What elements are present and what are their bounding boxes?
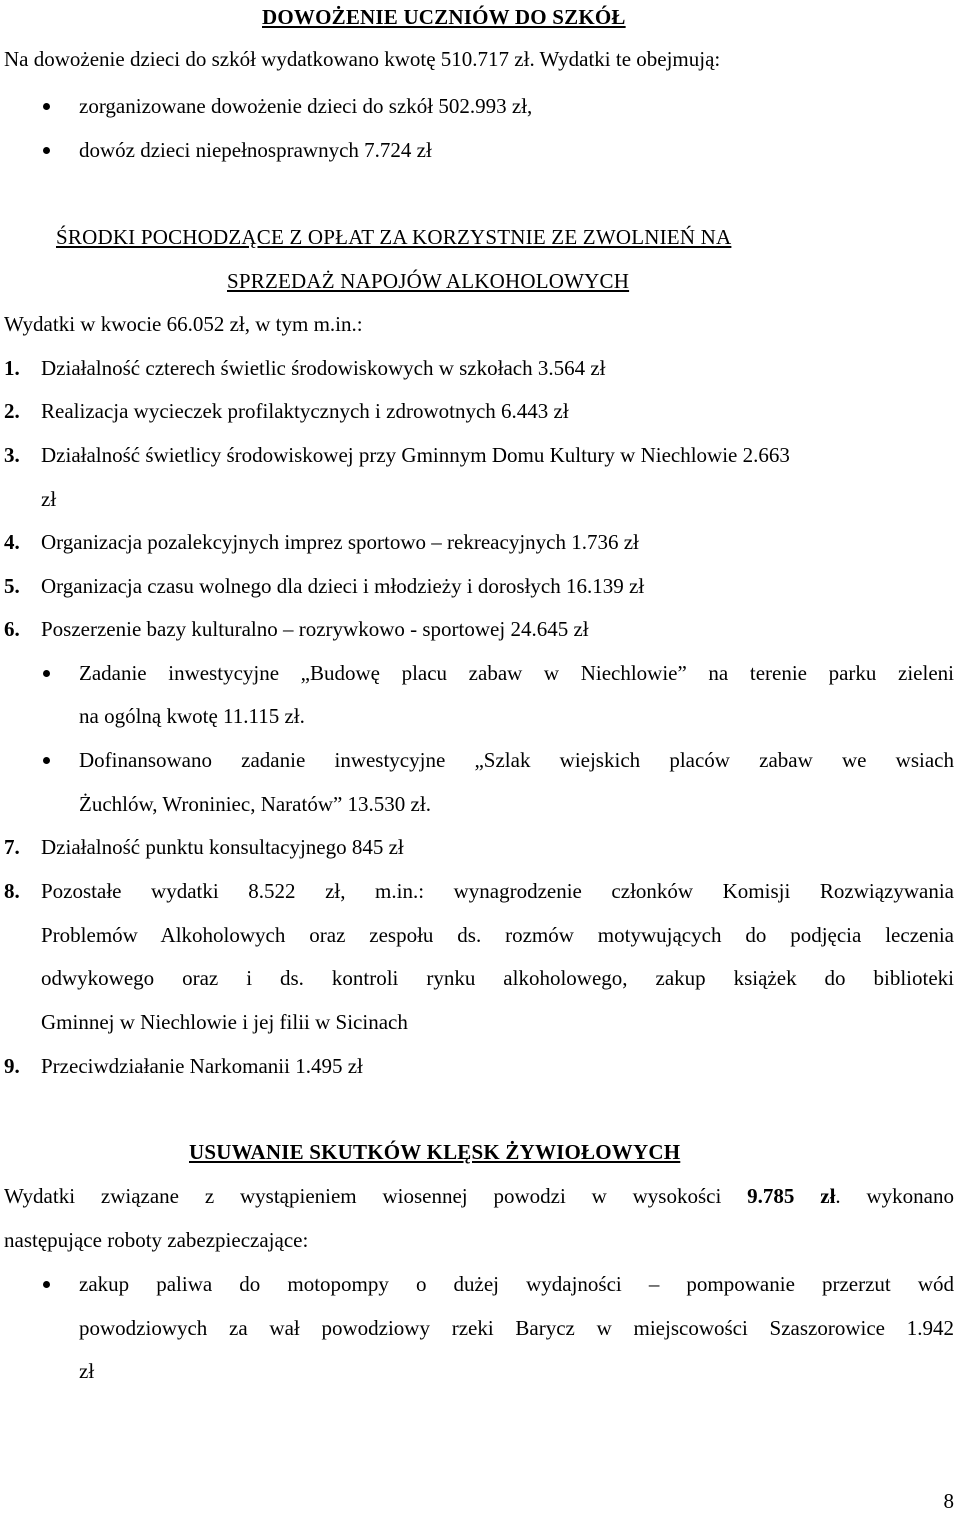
list-item: Działalność czterech świetlic środowiskowych w szkołach 3.564 zł — [41, 356, 606, 380]
list-item-continuation: zł — [41, 487, 57, 511]
bullet-icon — [43, 103, 50, 110]
list-number: 1. — [4, 356, 20, 380]
sub-bullet-continuation: Żuchlów, Wroniniec, Naratów” 13.530 zł. — [79, 792, 431, 816]
list-item: Przeciwdziałanie Narkomanii 1.495 zł — [41, 1054, 363, 1078]
list-item: Poszerzenie bazy kulturalno – rozrywkowo - sportowej 24.645 zł — [41, 617, 589, 641]
list-item-continuation: odwykowego oraz i ds. kontroli rynku alkoholowego, zakup książek do biblioteki — [41, 966, 954, 990]
bullet-icon — [43, 670, 50, 677]
list-number: 7. — [4, 835, 20, 859]
list-item: Organizacja czasu wolnego dla dzieci i młodzieży i dorosłych 16.139 zł — [41, 574, 645, 598]
intro-amount: 9.785 zł — [747, 1184, 836, 1208]
paragraph-dowozenie-intro: Na dowożenie dzieci do szkół wydatkowano kwotę 510.717 zł. Wydatki te obejmują: — [4, 47, 721, 71]
list-number: 6. — [4, 617, 20, 641]
sub-bullet-continuation: na ogólną kwotę 11.115 zł. — [79, 704, 305, 728]
page-number: 8 — [943, 1489, 954, 1513]
list-number: 4. — [4, 530, 20, 554]
bullet-icon — [43, 757, 50, 764]
list-number: 9. — [4, 1054, 20, 1078]
bullet-icon — [43, 147, 50, 154]
list-number: 5. — [4, 574, 20, 598]
list-item: Działalność świetlicy środowiskowej przy Gminnym Domu Kultury w Niechlowie 2.663 — [41, 443, 790, 467]
list-item: zakup paliwa do motopompy o dużej wydajności – pompowanie przerzut wód — [79, 1272, 954, 1296]
bullet-icon — [43, 1281, 50, 1288]
intro-text: Wydatki związane z wystąpieniem wiosennej powodzi w wysokości — [4, 1184, 748, 1208]
paragraph-srodki-intro: Wydatki w kwocie 66.052 zł, w tym m.in.: — [4, 312, 363, 336]
list-item-continuation: Problemów Alkoholowych oraz zespołu ds. rozmów motywujących do podjęcia leczenia — [41, 923, 954, 947]
list-item: zorganizowane dowożenie dzieci do szkół 502.993 zł, — [79, 94, 533, 118]
intro-text-after: . wykonano — [835, 1184, 954, 1208]
list-number: 3. — [4, 443, 20, 467]
section-title-srodki-line2: SPRZEDAŻ NAPOJÓW ALKOHOLOWYCH — [227, 269, 630, 293]
section-title-dowozenie: DOWOŻENIE UCZNIÓW DO SZKÓŁ — [262, 5, 626, 29]
section-title-srodki-line1: ŚRODKI POCHODZĄCE Z OPŁAT ZA KORZYSTNIE ZE ZWOLNIEŃ NA — [56, 225, 732, 249]
list-number: 8. — [4, 879, 20, 903]
sub-bullet-text: Dofinansowano zadanie inwestycyjne „Szlak wiejskich placów zabaw we wsiach — [79, 748, 954, 772]
paragraph-usuwanie-intro-line2: następujące roboty zabezpieczające: — [4, 1228, 309, 1252]
list-item: Działalność punktu konsultacyjnego 845 zł — [41, 835, 404, 859]
paragraph-usuwanie-intro — [4, 1183, 954, 1209]
list-item-continuation: powodziowych za wał powodziowy rzeki Barycz w miejscowości Szaszorowice 1.942 — [79, 1316, 954, 1340]
section-title-usuwanie: USUWANIE SKUTKÓW KLĘSK ŻYWIOŁOWYCH — [189, 1140, 681, 1164]
list-item: Organizacja pozalekcyjnych imprez sportowo – rekreacyjnych 1.736 zł — [41, 530, 639, 554]
list-item-continuation: Gminnej w Niechlowie i jej filii w Sicinach — [41, 1010, 408, 1034]
list-item: dowóz dzieci niepełnosprawnych 7.724 zł — [79, 138, 432, 162]
list-number: 2. — [4, 399, 20, 423]
list-item-continuation: zł — [79, 1359, 95, 1383]
list-item: Realizacja wycieczek profilaktycznych i zdrowotnych 6.443 zł — [41, 399, 569, 423]
list-item: Pozostałe wydatki 8.522 zł, m.in.: wynagrodzenie członków Komisji Rozwiązywania — [41, 879, 954, 903]
sub-bullet-text: Zadanie inwestycyjne „Budowę placu zabaw w Niechlowie” na terenie parku zieleni — [79, 661, 954, 685]
